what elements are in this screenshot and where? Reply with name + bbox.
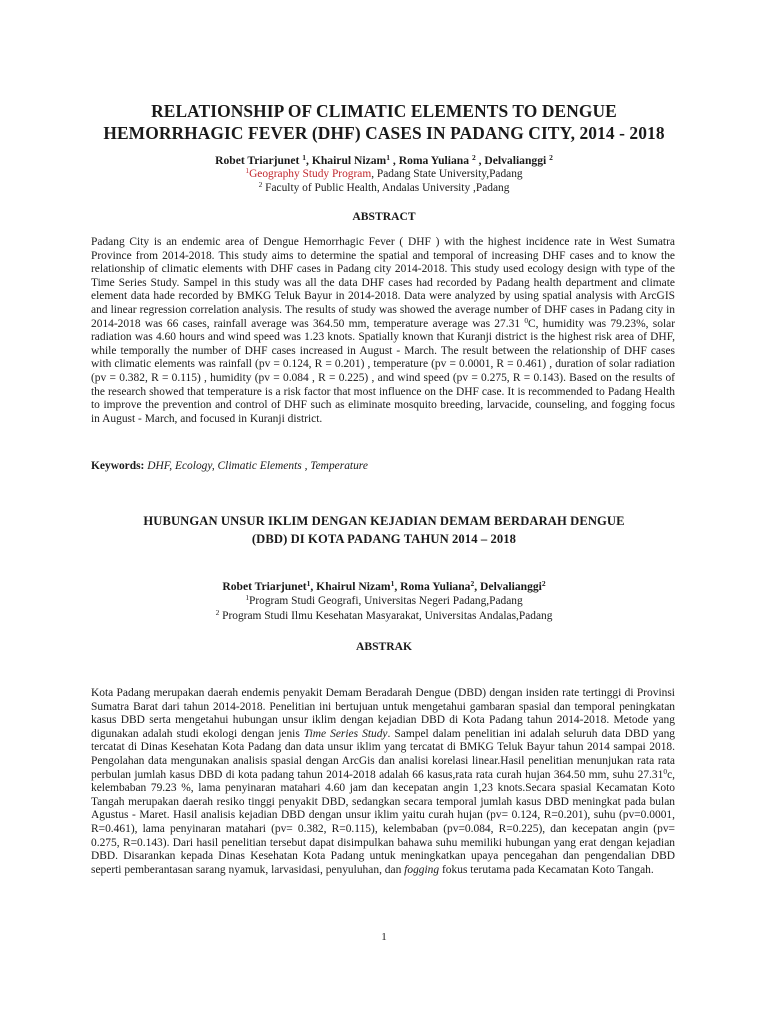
author-list-english (70, 154, 698, 168)
affiliation-program: Geography Study Program (249, 168, 372, 180)
keywords-label: Keywords: (91, 460, 145, 472)
paper-title-english (70, 100, 698, 144)
abstrak-heading: ABSTRAK (355, 640, 413, 653)
abstract-body-english (91, 236, 675, 426)
author-superscript: 1 (306, 578, 311, 588)
title-line-2: HEMORRHAGIC FEVER (DHF) CASES IN PADANG CITY, 2014 - 2018 (103, 123, 665, 143)
affiliation-2-english (70, 179, 698, 196)
keywords-line (91, 459, 675, 473)
abstract-body-indonesian (91, 687, 675, 877)
degree-superscript: 0 (663, 766, 668, 776)
affiliation-text: Program Studi Geografi, Universitas Negeri Padang,Padang (249, 595, 523, 607)
abstract-text: c, kelembaban 79.23 %, lama penyinaran matahari 4.60 jam dan kecepatan angin 1,23 knots.Secara spasial Kecamatan Koto Tangah merupakan daerah resiko tinggi penyakit DBD, sedangkan secara temporal jumlah kasus DBD meningkat pada bulan Agustus - Maret. Hasil analisis kejadian DBD dengan unsur iklim yaitu curah hujan (pv= 0.124, R=0.201), suhu (pv=0.0001, R=0.461), lama penyinaran matahari (pv= 0.382, R=0.115), kelembaban (pv=0.084, R=0.225), dan kecepatan angin (pv= 0.275, R=0.143). Dari hasil penelitian tersebut dapat disimpulkan bahawa suhu memiliki hubungan yang erat dengan kejadian DBD. Disarankan kepada Dinas Kesehatan Kota Padang untuk meningkatkan upaya pencegahan dan pengendalian DBD seperti pemberantasan sarang nyamuk, larvasidasi, penyuluhan, dan (91, 768, 675, 876)
page-number: 1 (381, 931, 387, 943)
abstract-text: . Sampel dalam penelitian ini adalah seluruh data DBD yang tercatat di Dinas Kesehatan Kota Padang dan data unsur iklim yang tercatat di BMKG Teluk Bayur tahun 2014 sampai 2018. Pengolahan data mengunakan analisis spasial dengan ArcGis dan analisi korelasi linear.Hasil penelitian menunjukan rata rata perbulan jumlah kasus DBD di kota padang tahun 2014-2018 adalah 66 kasus,rata rata curah hujan 364.50 mm, suhu 27.31 (91, 727, 676, 781)
title-line-2: (DBD) DI KOTA PADANG TAHUN 2014 – 2018 (251, 532, 517, 546)
abstract-text: Kota Padang merupakan daerah endemis penyakit Demam Beradarah Dengue (DBD) dengan insiden rate tertinggi di Provinsi Sumatra Barat dari tahun 2014-2018. Penelitian ini bertujuan untuk mengetahui gambaran spasial dan temporal peningkatan kasus DBD serta mengetahui hubungan unsur iklim dengan kejadian DBD di Kota Padang tahun 2014-2018. Metode yang digunakan adalah studi ekologi dengan jenis (91, 687, 675, 740)
author-superscript: 2 (470, 578, 475, 588)
affiliation-superscript: 1 (245, 165, 250, 175)
abstract-italic-term: fogging (404, 863, 440, 876)
author-name: Robet Triarjunet (222, 580, 307, 593)
author-name: , Roma Yuliana (390, 154, 472, 167)
title-line-1: HUBUNGAN UNSUR IKLIM DENGAN KEJADIAN DEMAM BERDARAH DENGUE (143, 514, 625, 528)
abstract-text: Padang City is an endemic area of Dengue Hemorrhagic Fever ( DHF ) with the highest incidence rate in West Sumatra Province from 2014-2018. This study aims to determine the spatial and temporal of increasing DHF cases and to know the relationship of climatic elements with DHF cases in Padang city 2014-2018. This study used ecology design with type of the Time Series Study. Sampel in this study was all the data DHF cases had recorded by Padang health department and climate element data hade recorded by BMKG Teluk Bayur in 2014-2018. Data were analyzed by using spatial analysis with ArcGIS and linear regression correlation analysis. The results of study was showed the average number of DHF cases in Padang city in 2014-2018 was 66 cases, rainfall average was 364.50 mm, temperature average was 27.31 (91, 236, 675, 330)
author-superscript: 2 (471, 152, 476, 162)
degree-superscript: 0 (524, 315, 529, 325)
affiliation-1-english (70, 165, 698, 182)
affiliation-text: Faculty of Public Health, Andalas University ,Padang (262, 182, 510, 194)
author-superscript: 1 (386, 152, 390, 162)
author-name: , Delvalianggi (475, 154, 550, 167)
abstract-text: fokus terutama pada Kecamatan Koto Tangah. (439, 863, 654, 876)
author-name: Robet Triarjunet (215, 154, 303, 167)
affiliation-superscript: 2 (258, 179, 263, 189)
author-name: , Delvalianggi (474, 580, 542, 593)
abstract-text: C, humidity was 79.23%, solar radiation was 4.60 hours and wind speed was 1.23 knots. Spatially known that Kuranji district is the highest risk area of DHF, while temporally the number of DHF cases increased in August - March. The result between the relationship of DHF cases with climatic elements was rainfall (pv = 0.124, R = 0.201) , temperature (pv = 0.0001, R = 0.461) , duration of solar radiation (pv = 0.382, R = 0.115) , humidity (pv = 0.084 , R = 0.225) , and wind speed (pv = 0.275, R = 0.143). Based on the results of the research showed that temperature is a risk factor that most influence on the DHF case. It is recommended to Padang Health to improve the prevention and control of DHF such as eliminate mosquito breeding, larvacide, counseling, and fogging focus in August - March, and focused in Kuranji district. (91, 317, 676, 425)
author-superscript: 2 (541, 578, 546, 588)
author-list-indonesian (70, 580, 698, 594)
abstract-italic-term: Time Series Study (303, 727, 388, 740)
affiliation-text: Program Studi Ilmu Kesehatan Masyarakat, Universitas Andalas,Padang (219, 610, 553, 622)
affiliation-superscript: 2 (215, 607, 220, 617)
author-name: , Khairul Nizam (306, 154, 387, 167)
affiliation-2-indonesian (70, 607, 698, 624)
title-line-1: RELATIONSHIP OF CLIMATIC ELEMENTS TO DENGUE (151, 101, 617, 121)
author-superscript: 1 (390, 578, 395, 588)
abstract-heading: ABSTRACT (352, 210, 416, 223)
affiliation-1-indonesian (70, 592, 698, 609)
affiliation-superscript: 1 (245, 592, 250, 602)
keywords-text: DHF, Ecology, Climatic Elements , Temperature (144, 460, 368, 472)
author-name: , Roma Yuliana (394, 580, 471, 593)
author-superscript: 2 (549, 152, 553, 162)
author-superscript: 1 (302, 152, 307, 162)
author-name: , Khairul Nizam (310, 580, 391, 593)
affiliation-rest: , Padang State University,Padang (371, 168, 523, 180)
paper-title-indonesian (70, 512, 698, 548)
